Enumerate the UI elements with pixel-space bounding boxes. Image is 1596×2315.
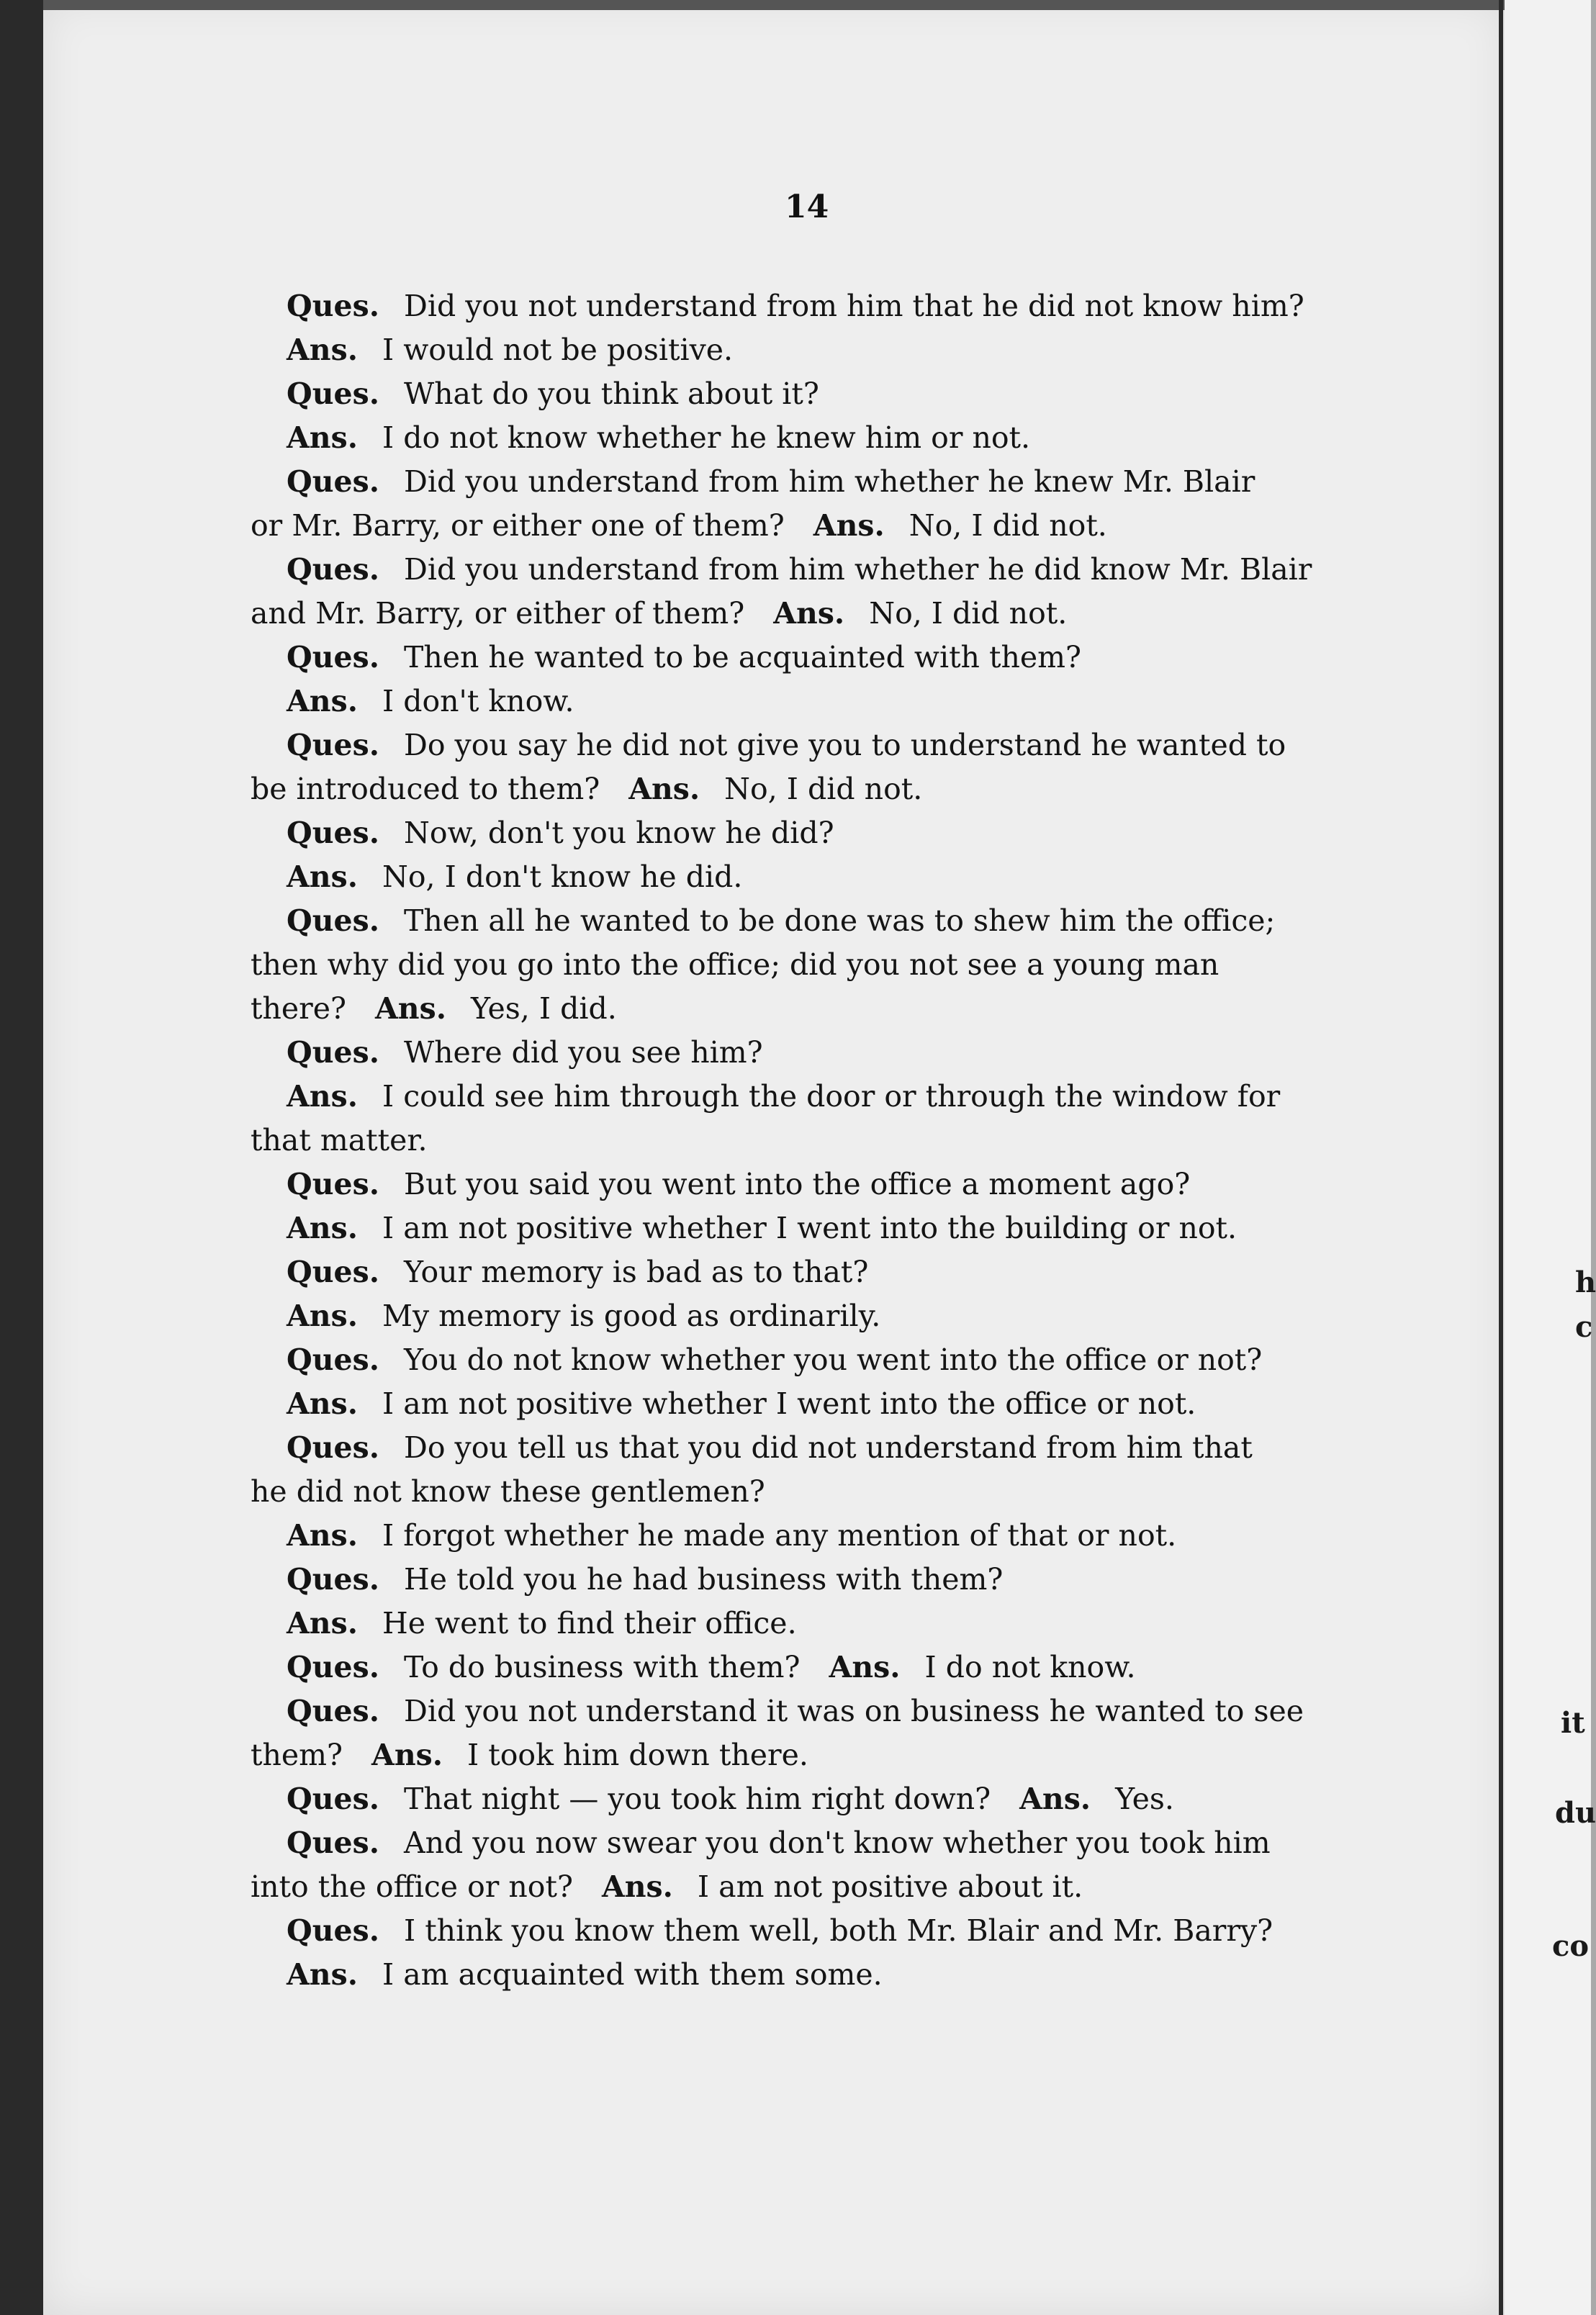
speaker-label: Ques. (287, 903, 379, 938)
line-text: What do you think about it? (403, 376, 819, 411)
transcript-body (251, 284, 1352, 1997)
line-text: Then he wanted to be acquainted with them? (403, 640, 1081, 674)
speaker-label: Ans. (287, 1386, 358, 1421)
transcript-line (251, 1558, 1352, 1602)
transcript-line (251, 636, 1352, 680)
transcript-line (251, 1953, 1352, 1997)
speaker-label: Ques. (287, 640, 379, 674)
transcript-line (251, 680, 1352, 723)
transcript-line (251, 1733, 1352, 1777)
speaker-label: Ans. (773, 596, 845, 631)
speaker-label: Ans. (287, 1606, 358, 1641)
line-text: Yes, I did. (470, 991, 617, 1026)
line-text: I think you know them well, both Mr. Blair and Mr. Barry? (403, 1913, 1273, 1948)
transcript-line (251, 1514, 1352, 1558)
line-text: Did you not understand it was on business he wanted to see (403, 1694, 1304, 1728)
transcript-line (251, 1338, 1352, 1382)
speaker-label: Ques. (287, 1167, 379, 1201)
transcript-line (251, 460, 1352, 504)
line-text: be introduced to them? (251, 772, 600, 806)
transcript-line (251, 1206, 1352, 1250)
transcript-line (251, 811, 1352, 855)
speaker-label: Ques. (287, 1562, 379, 1597)
line-text: or Mr. Barry, or either one of them? (251, 508, 785, 543)
transcript-line (251, 1689, 1352, 1733)
line-text: I do not know. (924, 1650, 1136, 1684)
line-text: You do not know whether you went into the office or not? (403, 1342, 1263, 1377)
transcript-line (251, 284, 1352, 328)
transcript-line (251, 1909, 1352, 1953)
transcript-line (251, 592, 1352, 636)
line-text: Did you understand from him whether he did know Mr. Blair (403, 552, 1312, 587)
line-text: into the office or not? (251, 1869, 573, 1904)
adjacent-page-edge (1505, 0, 1591, 2315)
speaker-label: Ans. (601, 1869, 673, 1904)
speaker-label: Ques. (287, 1826, 379, 1860)
line-text: Your memory is bad as to that? (403, 1255, 869, 1289)
line-text: them? (251, 1738, 343, 1772)
line-text: To do business with them? (403, 1650, 801, 1684)
speaker-label: Ans. (1019, 1782, 1091, 1816)
speaker-label: Ans. (287, 1518, 358, 1553)
line-text: I would not be positive. (382, 333, 734, 367)
transcript-line (251, 1163, 1352, 1206)
line-text: He went to find their office. (382, 1606, 797, 1641)
line-text: I forgot whether he made any mention of that or not. (382, 1518, 1177, 1553)
speaker-label: Ques. (287, 1650, 379, 1684)
speaker-label: Ques. (287, 1694, 379, 1728)
margin-fragment: co (1552, 1929, 1590, 1963)
transcript-line (251, 855, 1352, 899)
speaker-label: Ques. (287, 1782, 379, 1816)
speaker-label: Ans. (287, 859, 358, 894)
speaker-label: Ques. (287, 1035, 379, 1070)
transcript-line (251, 1821, 1352, 1865)
line-text: I could see him through the door or through the window for (382, 1079, 1281, 1114)
transcript-line (251, 1075, 1352, 1119)
page-fold-line (1499, 0, 1503, 2315)
top-edge (43, 0, 1505, 10)
transcript-line (251, 1602, 1352, 1646)
transcript-line (251, 1250, 1352, 1294)
margin-fragment: it (1561, 1706, 1585, 1740)
transcript-line (251, 372, 1352, 416)
speaker-label: Ans. (287, 1211, 358, 1245)
margin-fragment: h (1575, 1265, 1596, 1299)
speaker-label: Ques. (287, 464, 379, 499)
line-text: I took him down there. (467, 1738, 808, 1772)
line-text: I don't know. (382, 684, 574, 718)
speaker-label: Ques. (287, 552, 379, 587)
line-text: and Mr. Barry, or either of them? (251, 596, 745, 631)
line-text: But you said you went into the office a moment ago? (403, 1167, 1191, 1201)
line-text: That night — you took him right down? (403, 1782, 991, 1816)
speaker-label: Ques. (287, 1342, 379, 1377)
transcript-line (251, 1777, 1352, 1821)
line-text: Yes. (1115, 1782, 1174, 1816)
transcript-line (251, 1470, 1352, 1514)
line-text: Where did you see him? (403, 1035, 763, 1070)
speaker-label: Ans. (287, 1299, 358, 1333)
line-text: then why did you go into the office; did you not see a young man (251, 947, 1219, 982)
speaker-label: Ans. (375, 991, 446, 1026)
speaker-label: Ques. (287, 728, 379, 762)
line-text: No, I did not. (724, 772, 923, 806)
speaker-label: Ans. (287, 333, 358, 367)
speaker-label: Ans. (829, 1650, 901, 1684)
line-text: He told you he had business with them? (403, 1562, 1004, 1597)
margin-fragment: c (1575, 1310, 1593, 1344)
speaker-label: Ques. (287, 816, 379, 850)
transcript-line (251, 1119, 1352, 1163)
line-text: And you now swear you don't know whether you took him (403, 1826, 1271, 1860)
speaker-label: Ques. (287, 1913, 379, 1948)
margin-fragment: du (1555, 1796, 1596, 1830)
line-text: Did you understand from him whether he knew Mr. Blair (403, 464, 1255, 499)
speaker-label: Ans. (628, 772, 700, 806)
transcript-line (251, 1646, 1352, 1689)
line-text: Do you tell us that you did not understand from him that (403, 1430, 1253, 1465)
transcript-line (251, 899, 1352, 943)
line-text: I am acquainted with them some. (382, 1957, 883, 1992)
transcript-line (251, 1382, 1352, 1426)
transcript-line (251, 723, 1352, 767)
transcript-line (251, 1865, 1352, 1909)
line-text: I am not positive whether I went into the office or not. (382, 1386, 1196, 1421)
line-text: Do you say he did not give you to understand he wanted to (403, 728, 1286, 762)
speaker-label: Ans. (287, 684, 358, 718)
speaker-label: Ques. (287, 1255, 379, 1289)
speaker-label: Ans. (287, 1079, 358, 1114)
transcript-line (251, 416, 1352, 460)
line-text: I do not know whether he knew him or not. (382, 420, 1031, 455)
line-text: No, I don't know he did. (382, 859, 743, 894)
transcript-line (251, 987, 1352, 1031)
speaker-label: Ques. (287, 289, 379, 323)
speaker-label: Ques. (287, 376, 379, 411)
line-text: he did not know these gentlemen? (251, 1474, 765, 1509)
transcript-line (251, 1426, 1352, 1470)
binding-shadow (0, 0, 43, 2315)
line-text: I am not positive whether I went into the building or not. (382, 1211, 1237, 1245)
speaker-label: Ans. (813, 508, 885, 543)
transcript-line (251, 1294, 1352, 1338)
line-text: there? (251, 991, 346, 1026)
line-text: No, I did not. (869, 596, 1068, 631)
transcript-line (251, 504, 1352, 548)
speaker-label: Ans. (287, 420, 358, 455)
transcript-line (251, 943, 1352, 987)
line-text: My memory is good as ordinarily. (382, 1299, 881, 1333)
transcript-line (251, 328, 1352, 372)
transcript-line (251, 548, 1352, 592)
transcript-line (251, 1031, 1352, 1075)
line-text: No, I did not. (909, 508, 1107, 543)
line-text: Then all he wanted to be done was to shew him the office; (403, 903, 1276, 938)
transcript-line (251, 767, 1352, 811)
speaker-label: Ques. (287, 1430, 379, 1465)
speaker-label: Ans. (287, 1957, 358, 1992)
line-text: that matter. (251, 1123, 428, 1158)
line-text: Did you not understand from him that he did not know him? (403, 289, 1304, 323)
speaker-label: Ans. (371, 1738, 443, 1772)
line-text: I am not positive about it. (697, 1869, 1083, 1904)
line-text: Now, don't you know he did? (403, 816, 834, 850)
page-number: 14 (785, 189, 829, 225)
